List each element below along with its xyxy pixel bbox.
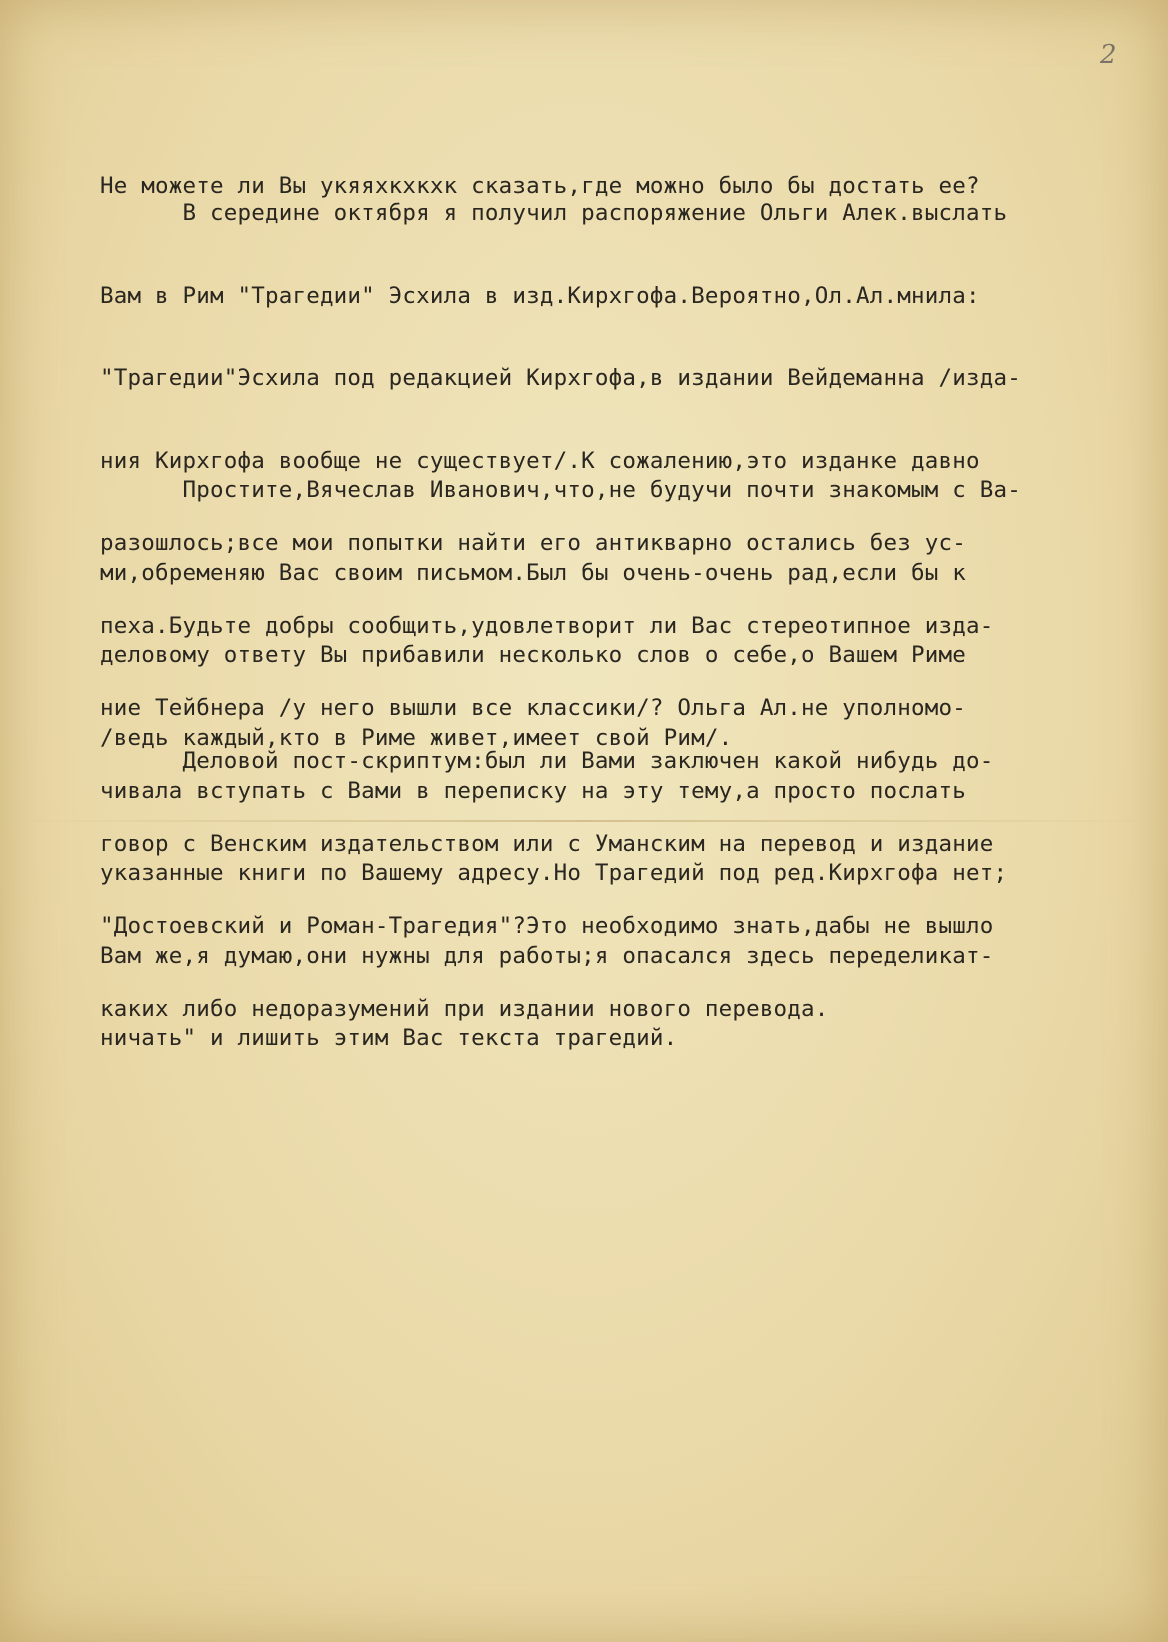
text-line: Не можете ли Вы укяяхкхкхк сказать,где можно было бы достать ее? [100,173,980,199]
text-line: В середине октября я получил распоряжение Ольги Алек.выслать [100,200,1008,226]
postscript [100,693,1090,1078]
text-line: /ведь каждый,кто в Риме живет,имеет свой Рим/. [100,724,733,751]
text-line: Простите,Вячеслав Иванович,что,не будучи почти знакомым с Ва- [100,477,1021,503]
text-line: каких либо недоразумений при издании нового перевода. [100,995,829,1022]
text-line: указанные книги по Вашему адресу.Но Трагедий под ред.Кирхгофа нет; [100,860,1008,886]
text-line: ние Тейбнера /у него вышли все классики/? Ольга Ал.не уполномо- [100,695,967,721]
text-line: "Достоевский и Роман-Трагедия"?Это необходимо знать,дабы не вышло [100,913,994,939]
text-line: деловому ответу Вы прибавили несколько слов о себе,о Вашем Риме [100,642,967,668]
text-line: ничать" и лишить этим Вас текста трагедий. [100,1025,678,1051]
text-line: "Трагедии"Эсхила под редакцией Кирхгофа,в издании Вейдеманна /изда- [100,365,1021,391]
text-line: ния Кирхгофа вообще не существует/.К сожалению,это изданке давно [100,447,980,474]
text-line: Деловой пост-скриптум:был ли Вами заключен какой нибудь до- [100,748,994,774]
text-line: говор с Венским издательством или с Уманским на перевод и издание [100,830,994,857]
text-line: разошлось;все мои попытки найти его антикварно остались без ус- [100,530,967,556]
text-line: чивала вступать с Вами в переписку на эту тему,а просто послать [100,777,967,804]
text-line: ми,обременяю Вас своим письмом.Был бы очень-очень рад,если бы к [100,559,967,586]
text-line: Вам в Рим "Трагедии" Эсхила в изд.Кирхгофа.Вероятно,Ол.Ал.мнила: [100,282,980,309]
text-line: пеха.Будьте добры сообщить,удовлетворит ли Вас стереотипное изда- [100,612,994,639]
page-number: 2 [1100,40,1117,70]
text-line: Вам же,я думаю,они нужны для работы;я опасался здесь переделикат- [100,942,994,969]
